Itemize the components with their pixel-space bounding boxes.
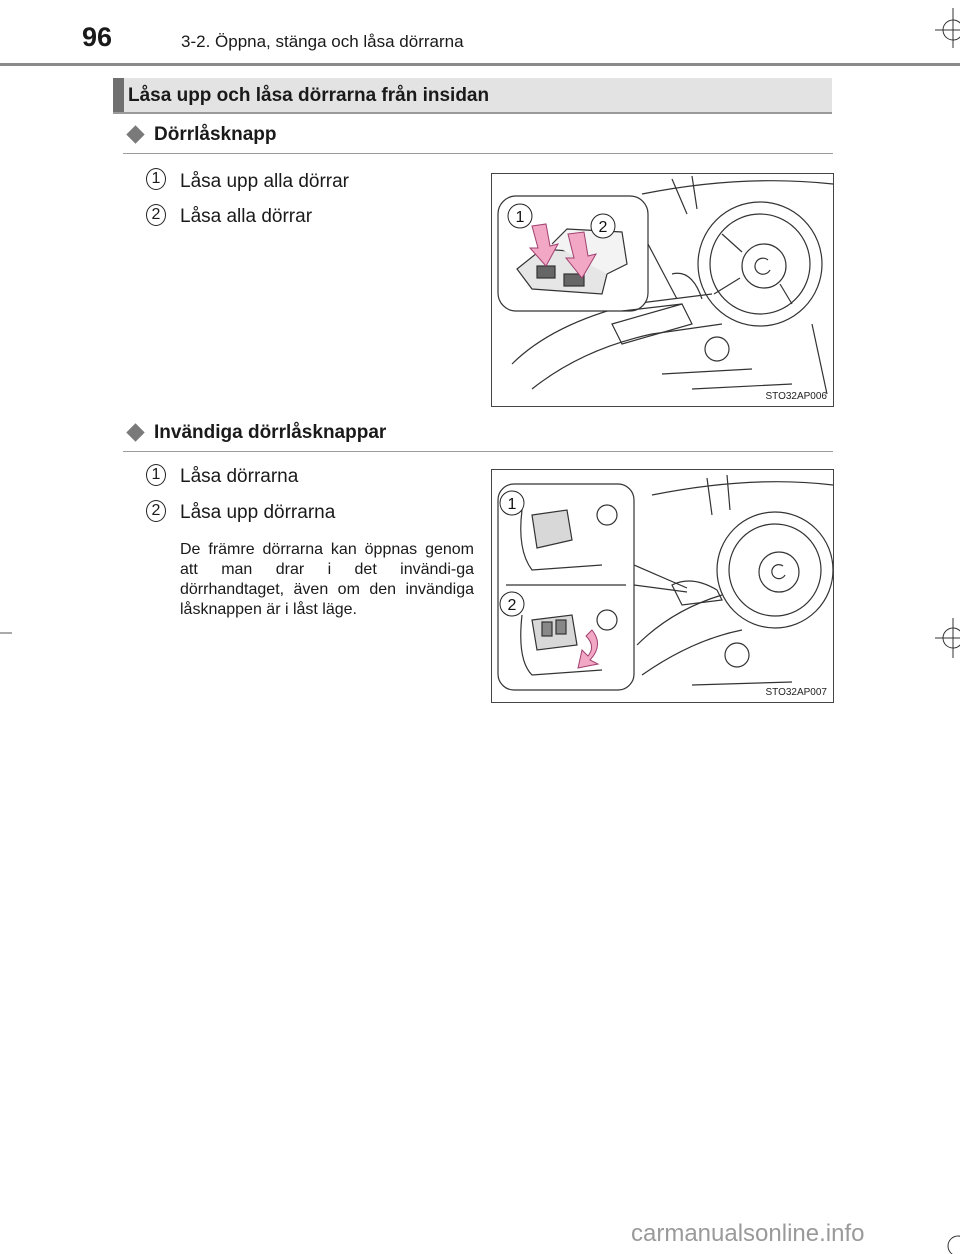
subheading-door-lock-switch (123, 124, 276, 146)
registration-mark-top-right (935, 8, 960, 48)
section-title: Låsa upp och låsa dörrarna från insidan (128, 85, 490, 106)
diamond-bullet-icon (126, 423, 144, 441)
item-number-badge: 2 (146, 500, 166, 522)
subheading-divider (123, 451, 833, 452)
figure-code: STO32AP007 (765, 687, 827, 698)
figure-callout-2: 2 (507, 597, 517, 614)
figure-door-lock-switch (491, 173, 834, 407)
item-number-badge: 1 (146, 168, 166, 190)
page-number: 96 (82, 22, 113, 52)
chapter-title: 3-2. Öppna, stänga och låsa dörrarna (181, 32, 464, 51)
subheading-inside-lock-buttons (123, 422, 386, 444)
header-divider (0, 63, 960, 66)
note-paragraph: De främre dörrarna kan öppnas genom att man drar i det invändi-ga dörrhandtaget, även om den invändiga låsknappen är i låst läge. (180, 541, 474, 618)
figure-callout-2: 2 (598, 219, 608, 236)
figure-callout-1: 1 (515, 209, 525, 226)
subheading-text: Dörrlåsknapp (154, 124, 277, 145)
section-accent (113, 78, 124, 112)
item-text: Låsa upp alla dörrar (180, 171, 349, 192)
figure-inside-lock-buttons (491, 469, 834, 703)
section-heading-bar (113, 78, 832, 114)
item-number-badge: 2 (146, 204, 166, 226)
figure-code: STO32AP006 (765, 391, 827, 402)
item-number-badge: 1 (146, 464, 166, 486)
subheading-divider (123, 153, 833, 154)
subheading-text: Invändiga dörrlåsknappar (154, 422, 387, 443)
crop-mark-left (0, 625, 12, 637)
crop-mark-bottom-right (938, 1224, 960, 1254)
watermark: carmanualsonline.info (631, 1220, 865, 1247)
item-text: Låsa alla dörrar (180, 206, 313, 227)
diamond-bullet-icon (126, 125, 144, 143)
door-lock-switch-illustration (492, 174, 833, 406)
registration-mark-right (935, 618, 960, 658)
item-text: Låsa dörrarna (180, 466, 299, 487)
figure-callout-1: 1 (507, 496, 517, 513)
item-text: Låsa upp dörrarna (180, 502, 336, 523)
inside-lock-button-illustration (492, 470, 833, 702)
